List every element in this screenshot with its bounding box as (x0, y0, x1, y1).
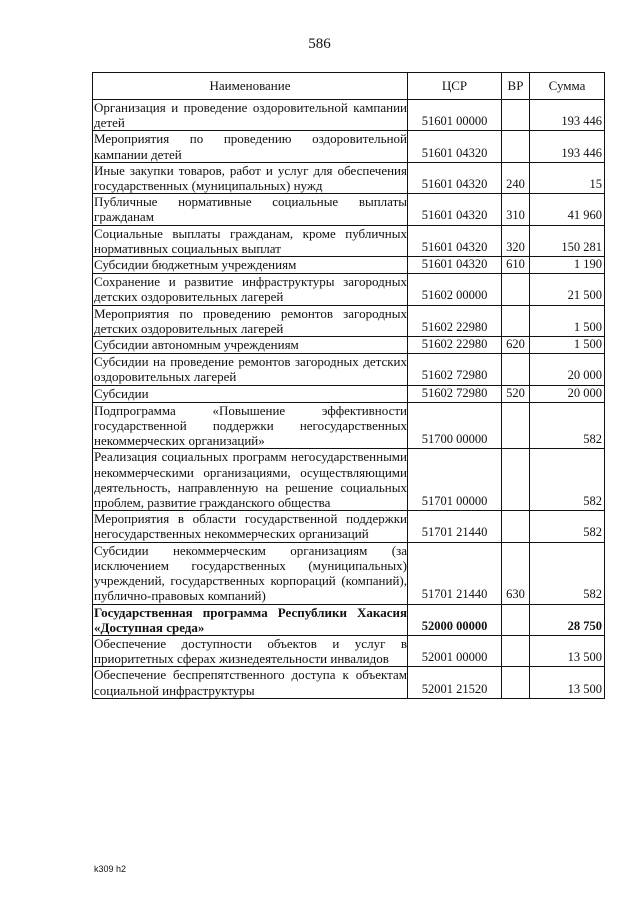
cell-csr: 51602 22980 (408, 305, 502, 336)
cell-vr: 610 (502, 257, 530, 274)
footer-code: k309 h2 (94, 864, 127, 874)
cell-sum: 150 281 (530, 225, 605, 256)
cell-sum: 15 (530, 162, 605, 193)
cell-vr (502, 511, 530, 542)
cell-name: Мероприятия по проведению оздоровительной кампании детей (94, 131, 407, 162)
cell-name: Мероприятия в области государственной поддержки негосударственных некоммерческих организаций (94, 511, 407, 542)
table-row (93, 162, 605, 193)
cell-csr: 52001 00000 (408, 635, 502, 666)
table-row (93, 305, 605, 336)
header-vr: ВР (502, 73, 530, 100)
cell-csr: 51601 04320 (408, 162, 502, 193)
cell-csr: 51601 04320 (408, 225, 502, 256)
cell-vr: 520 (502, 385, 530, 402)
cell-sum: 1 500 (530, 305, 605, 336)
cell-csr: 52001 21520 (408, 667, 502, 698)
cell-csr: 51601 04320 (408, 131, 502, 162)
cell-csr: 51602 00000 (408, 274, 502, 305)
cell-sum: 13 500 (530, 635, 605, 666)
cell-csr: 51701 21440 (408, 511, 502, 542)
cell-csr: 51602 72980 (408, 385, 502, 402)
cell-name: Субсидии на проведение ремонтов загородных детских оздоровительных лагерей (94, 354, 407, 385)
cell-vr (502, 604, 530, 635)
cell-name: Подпрограмма «Повышение эффективности государственной поддержки негосударственных некоммерческих организаций» (94, 402, 407, 449)
cell-csr: 51700 00000 (408, 402, 502, 449)
table-row (93, 354, 605, 385)
budget-table (92, 72, 605, 699)
cell-name: Субсидии бюджетным учреждениям (93, 257, 408, 274)
table-row (93, 194, 605, 225)
cell-vr (502, 402, 530, 449)
table-row (93, 449, 605, 511)
cell-csr: 51601 04320 (408, 257, 502, 274)
table-row (93, 337, 605, 354)
table-row (93, 100, 605, 131)
cell-name: Обеспечение беспрепятственного доступа к объектам социальной инфраструктуры (94, 667, 407, 698)
header-csr: ЦСР (408, 73, 502, 100)
cell-csr: 51701 00000 (408, 449, 502, 511)
header-name: Наименование (93, 73, 408, 100)
cell-csr: 51601 04320 (408, 194, 502, 225)
page-number: 586 (308, 36, 331, 52)
cell-sum: 582 (530, 449, 605, 511)
table-row (93, 385, 605, 402)
cell-vr (502, 274, 530, 305)
cell-sum: 193 446 (530, 131, 605, 162)
table-body (93, 100, 605, 699)
cell-vr: 310 (502, 194, 530, 225)
cell-sum: 28 750 (530, 604, 605, 635)
table-row (93, 257, 605, 274)
cell-csr: 51701 21440 (408, 542, 502, 604)
cell-sum: 582 (530, 542, 605, 604)
cell-sum: 21 500 (530, 274, 605, 305)
cell-vr (502, 305, 530, 336)
cell-vr (502, 449, 530, 511)
table-header-row (93, 73, 605, 100)
table-row (93, 131, 605, 162)
table-row (93, 511, 605, 542)
cell-vr (502, 667, 530, 698)
table-row (93, 402, 605, 449)
cell-csr: 52000 00000 (408, 604, 502, 635)
cell-vr (502, 131, 530, 162)
cell-sum: 20 000 (530, 354, 605, 385)
cell-name: Субсидии автономным учреждениям (93, 337, 408, 354)
cell-name: Субсидии (93, 385, 408, 402)
cell-sum: 13 500 (530, 667, 605, 698)
cell-vr: 620 (502, 337, 530, 354)
table-row (93, 542, 605, 604)
cell-name: Обеспечение доступности объектов и услуг в приоритетных сферах жизнедеятельности инвалидов (94, 635, 407, 667)
cell-vr: 630 (502, 542, 530, 604)
cell-sum: 193 446 (530, 100, 605, 131)
table-row (93, 635, 605, 666)
table-row (93, 604, 605, 635)
cell-sum: 1 190 (530, 257, 605, 274)
cell-name: Иные закупки товаров, работ и услуг для обеспечения государственных (муниципальных) нужд (94, 162, 407, 194)
cell-name: Социальные выплаты гражданам, кроме публичных нормативных социальных выплат (94, 225, 407, 256)
cell-sum: 20 000 (530, 385, 605, 402)
cell-name: Мероприятия по проведению ремонтов загородных детских оздоровительных лагерей (94, 305, 407, 336)
cell-sum: 582 (530, 511, 605, 542)
cell-sum: 41 960 (530, 194, 605, 225)
cell-vr (502, 635, 530, 666)
cell-name: Организация и проведение оздоровительной кампании детей (94, 100, 407, 131)
cell-name: Реализация социальных программ негосударственными некоммерческими организациями, осуществляющими деятельность, направленную на решение социальных проблем, развитие гражданского общества (94, 449, 407, 511)
cell-vr (502, 354, 530, 385)
cell-vr (502, 100, 530, 131)
header-sum: Сумма (530, 73, 605, 100)
cell-name: Субсидии некоммерческим организациям (за исключением государственных (муниципальных) учреждений, государственных корпораций (компаний), публично-правовых компаний) (94, 542, 407, 604)
cell-sum: 1 500 (530, 337, 605, 354)
cell-sum: 582 (530, 402, 605, 449)
cell-name: Государственная программа Республики Хакасия «Доступная среда» (94, 604, 407, 635)
cell-name: Сохранение и развитие инфраструктуры загородных детских оздоровительных лагерей (94, 274, 407, 305)
table-row (93, 274, 605, 305)
cell-name: Публичные нормативные социальные выплаты гражданам (94, 194, 407, 225)
table-row (93, 225, 605, 256)
cell-vr: 240 (502, 162, 530, 193)
cell-csr: 51602 72980 (408, 354, 502, 385)
cell-csr: 51602 22980 (408, 337, 502, 354)
cell-csr: 51601 00000 (408, 100, 502, 131)
table-row (93, 667, 605, 698)
cell-vr: 320 (502, 225, 530, 256)
